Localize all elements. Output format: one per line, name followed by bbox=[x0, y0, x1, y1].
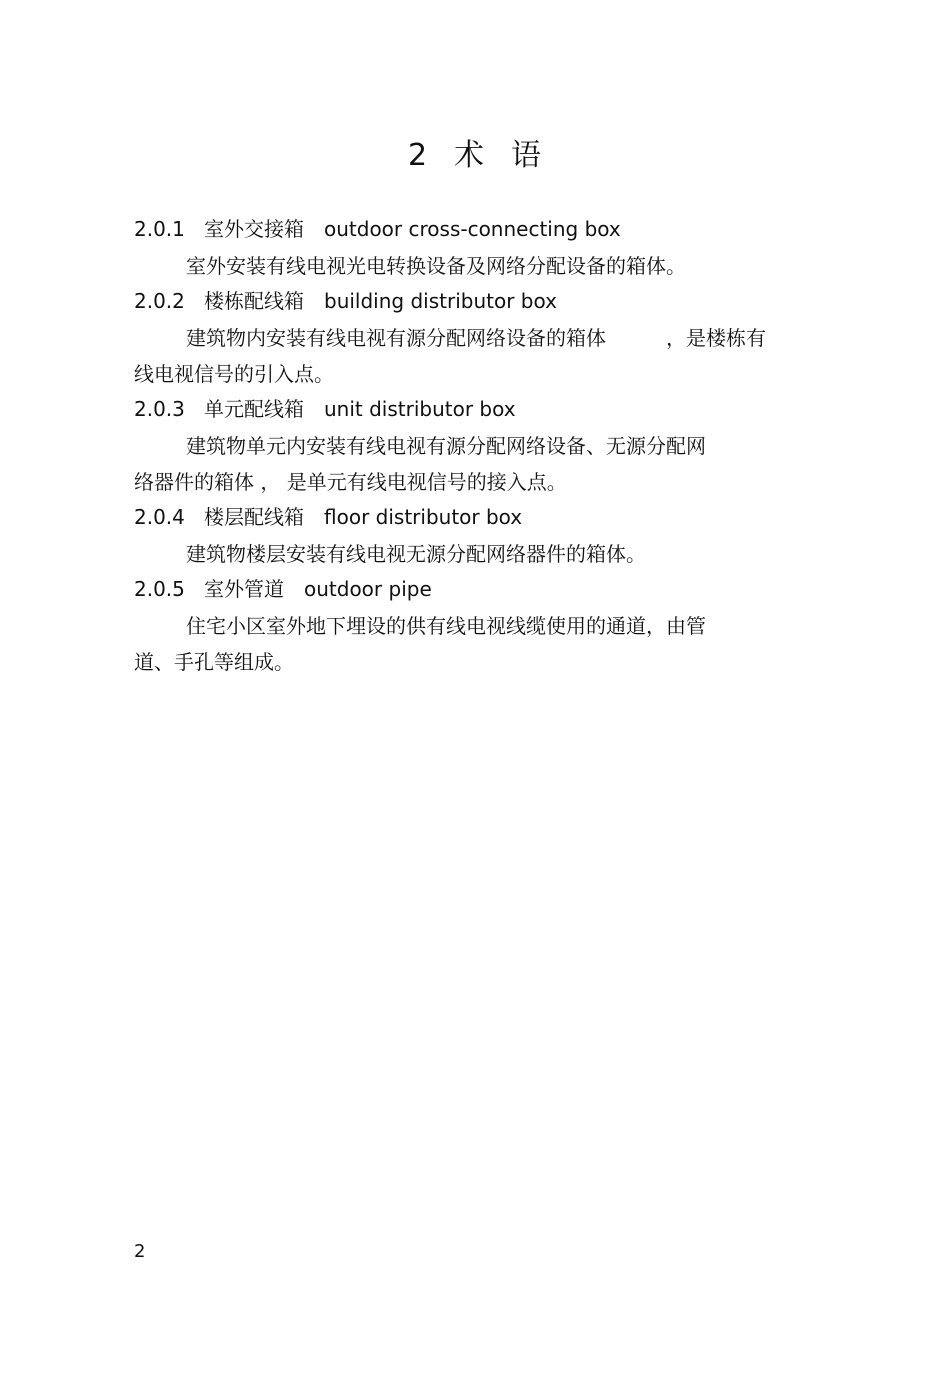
chapter-number: 2 bbox=[407, 138, 429, 173]
term-2-0-4 bbox=[134, 502, 834, 572]
term-definition bbox=[134, 248, 834, 284]
definition-line: 室外安装有线电视光电转换设备及网络分配设备的箱体。 bbox=[186, 254, 686, 278]
term-heading bbox=[134, 214, 834, 244]
term-en: floor distributor box bbox=[324, 505, 523, 529]
term-2-0-2 bbox=[134, 286, 834, 392]
term-number: 2.0.4 bbox=[134, 505, 185, 529]
term-en: building distributor box bbox=[324, 289, 557, 313]
term-zh: 室外管道 bbox=[204, 577, 284, 601]
term-zh: 室外交接箱 bbox=[204, 217, 304, 241]
term-heading bbox=[134, 574, 834, 604]
term-definition bbox=[134, 320, 834, 392]
term-2-0-1 bbox=[134, 214, 834, 284]
term-definition bbox=[134, 608, 834, 680]
term-heading bbox=[134, 286, 834, 316]
term-2-0-3 bbox=[134, 394, 834, 500]
term-en: outdoor cross-connecting box bbox=[324, 217, 621, 241]
term-number: 2.0.5 bbox=[134, 577, 185, 601]
terms-list bbox=[134, 214, 834, 682]
term-2-0-5 bbox=[134, 574, 834, 680]
term-en: unit distributor box bbox=[324, 397, 516, 421]
term-heading bbox=[134, 394, 834, 424]
term-zh: 楼栋配线箱 bbox=[204, 289, 304, 313]
definition-line: 络器件的箱体 ， 是单元有线电视信号的接入点。 bbox=[134, 470, 567, 494]
chapter-title-char-2: 语 bbox=[511, 138, 543, 173]
page-number: 2 bbox=[134, 1241, 146, 1262]
chapter-title-char-1: 术 bbox=[454, 138, 486, 173]
definition-line: 住宅小区室外地下埋设的供有线电视线缆使用的通道，由管 bbox=[186, 614, 706, 638]
term-number: 2.0.1 bbox=[134, 217, 185, 241]
definition-line: 建筑物内安装有线电视有源分配网络设备的箱体 ，是楼栋有 bbox=[186, 326, 766, 350]
term-number: 2.0.2 bbox=[134, 289, 185, 313]
term-definition bbox=[134, 536, 834, 572]
term-number: 2.0.3 bbox=[134, 397, 185, 421]
chapter-title bbox=[0, 136, 950, 176]
term-zh: 单元配线箱 bbox=[204, 397, 304, 421]
term-en: outdoor pipe bbox=[304, 577, 432, 601]
term-zh: 楼层配线箱 bbox=[204, 505, 304, 529]
definition-line: 线电视信号的引入点。 bbox=[134, 362, 334, 386]
definition-line: 建筑物楼层安装有线电视无源分配网络器件的箱体。 bbox=[186, 542, 646, 566]
definition-line: 建筑物单元内安装有线电视有源分配网络设备、无源分配网 bbox=[186, 434, 706, 458]
term-heading bbox=[134, 502, 834, 532]
definition-line: 道、手孔等组成。 bbox=[134, 650, 294, 674]
term-definition bbox=[134, 428, 834, 500]
